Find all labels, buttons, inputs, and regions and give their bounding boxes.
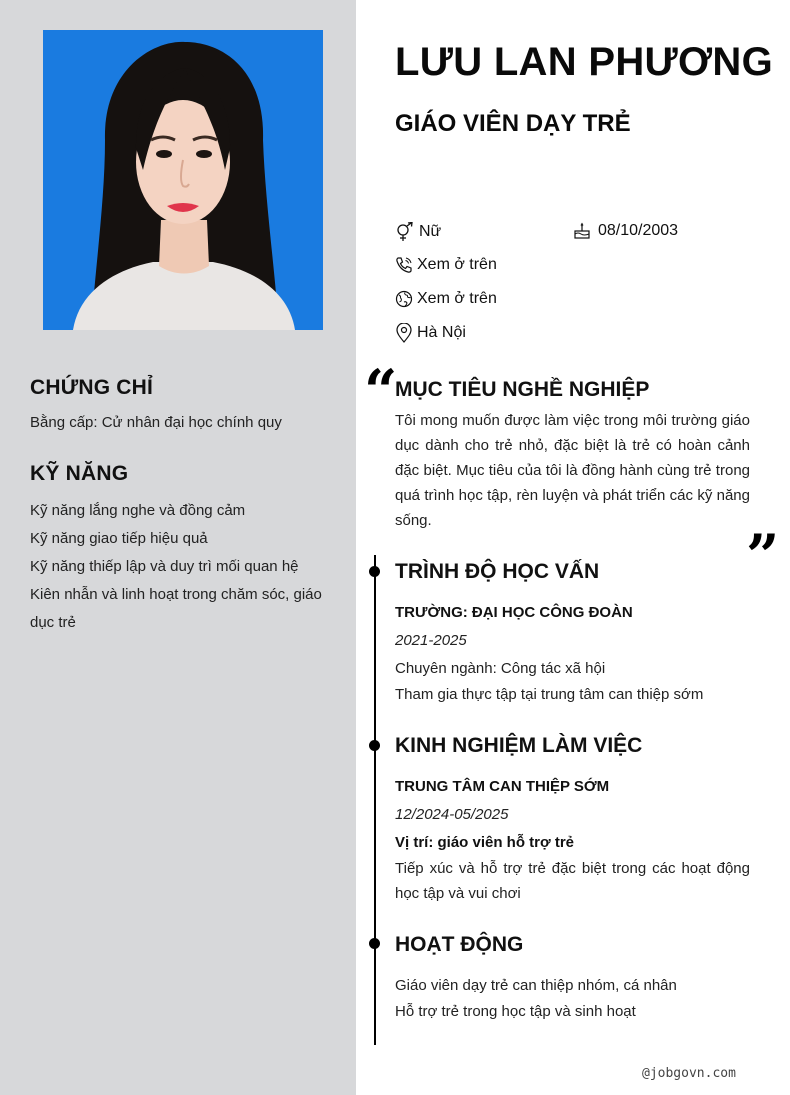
location-info bbox=[395, 323, 466, 343]
gender-value: Nữ bbox=[419, 223, 442, 240]
experience-company: TRUNG TÂM CAN THIỆP SỚM bbox=[395, 778, 610, 795]
phone-icon bbox=[395, 256, 413, 274]
sidebar bbox=[0, 0, 356, 1095]
education-period: 2021-2025 bbox=[395, 632, 467, 649]
timeline-dot-activities bbox=[369, 938, 380, 949]
activity-item-1: Giáo viên dạy trẻ can thiệp nhóm, cá nhân bbox=[395, 977, 677, 994]
activities-heading: HOẠT ĐỘNG bbox=[395, 933, 524, 956]
experience-position: Vị trí: giáo viên hỗ trợ trẻ bbox=[395, 834, 575, 851]
quote-close-icon: ” bbox=[746, 522, 780, 590]
map-pin-icon bbox=[395, 323, 413, 343]
objective-heading: MỤC TIÊU NGHỀ NGHIỆP bbox=[395, 378, 650, 401]
experience-period: 12/2024-05/2025 bbox=[395, 806, 509, 823]
birthdate-info bbox=[573, 222, 678, 240]
experience-heading: KINH NGHIỆM LÀM VIỆC bbox=[395, 734, 643, 757]
phone-value: Xem ở trên bbox=[417, 256, 497, 273]
timeline-dot-experience bbox=[369, 740, 380, 751]
quote-open-icon: “ bbox=[364, 357, 398, 425]
education-school: TRƯỜNG: ĐẠI HỌC CÔNG ĐOÀN bbox=[395, 604, 633, 621]
birthdate-value: 08/10/2003 bbox=[598, 222, 679, 239]
cake-icon bbox=[573, 222, 591, 240]
location-value: Hà Nội bbox=[417, 324, 466, 341]
certificate-item: Bằng cấp: Cử nhân đại học chính quy bbox=[30, 414, 282, 431]
activity-item-2: Hỗ trợ trẻ trong học tập và sinh hoạt bbox=[395, 1003, 636, 1020]
experience-description: Tiếp xúc và hỗ trợ trẻ đặc biệt trong các hoạt động học tập và vui chơi bbox=[395, 860, 750, 902]
profile-photo bbox=[43, 30, 323, 330]
footer-watermark: @jobgovn.com bbox=[642, 1066, 736, 1081]
education-heading: TRÌNH ĐỘ HỌC VẤN bbox=[395, 560, 600, 583]
globe-icon bbox=[395, 290, 413, 308]
skill-item-1: Kỹ năng lắng nghe và đồng cảm bbox=[30, 502, 246, 519]
skill-item-4: Kiên nhẫn và linh hoạt trong chăm sóc, giáo dục trẻ bbox=[30, 586, 322, 631]
skills-heading: KỸ NĂNG bbox=[30, 462, 129, 485]
education-internship: Tham gia thực tập tại trung tâm can thiệp sớm bbox=[395, 686, 704, 703]
main-content bbox=[356, 0, 790, 1095]
gender-info bbox=[395, 222, 441, 242]
skill-item-2: Kỹ năng giao tiếp hiệu quả bbox=[30, 530, 208, 547]
objective-text: Tôi mong muốn được làm việc trong môi trường giáo dục dành cho trẻ nhỏ, đặc biệt là trẻ có hoàn cảnh đặc biệt. Mục tiêu của tôi là đồng hành cùng trẻ trong quá trình học tập, rèn luyện và phát triển các kỹ năng sống. bbox=[395, 412, 750, 529]
skill-item-3: Kỹ năng thiếp lập và duy trì mối quan hệ bbox=[30, 558, 299, 575]
gender-icon bbox=[395, 222, 415, 242]
phone-info bbox=[395, 256, 497, 274]
certificates-heading: CHỨNG CHỈ bbox=[30, 376, 154, 399]
profile-title: GIÁO VIÊN DẠY TRẺ bbox=[395, 110, 631, 137]
timeline-dot-education bbox=[369, 566, 380, 577]
timeline-line bbox=[374, 555, 376, 1045]
website-value: Xem ở trên bbox=[417, 290, 497, 307]
website-info bbox=[395, 290, 497, 308]
education-major: Chuyên ngành: Công tác xã hội bbox=[395, 660, 606, 677]
profile-name: LƯU LAN PHƯƠNG bbox=[395, 40, 774, 84]
